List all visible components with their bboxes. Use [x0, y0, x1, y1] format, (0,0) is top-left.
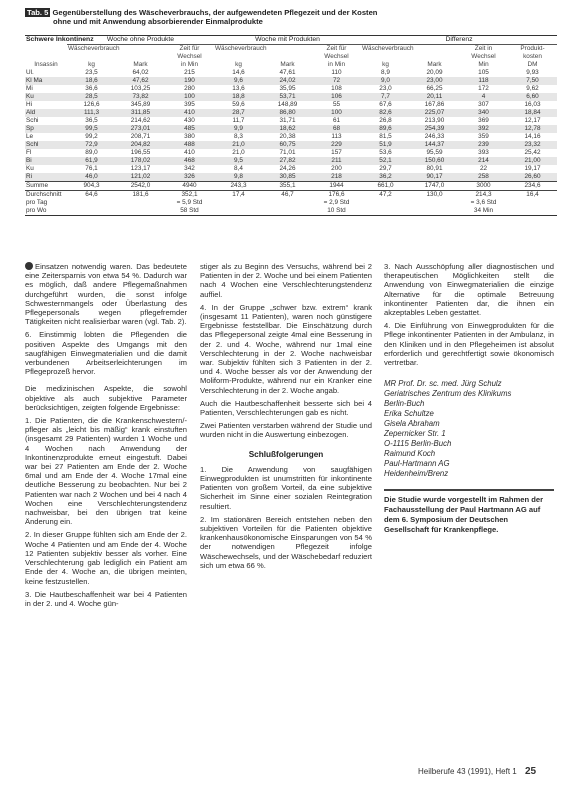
table-cell: 20,11 [410, 93, 459, 101]
table-cell: Durchschnitt [25, 191, 67, 200]
table-group-row [25, 36, 557, 45]
table-cell: 28,7 [214, 109, 263, 117]
table-cell: Ku [25, 93, 67, 101]
paragraph: 2. In dieser Gruppe fühlten sich am Ende der 2. Woche 4 Patienten und am Ende der 4. Woche 12 Patienten subjektiv besser als vorher. Eine Verschlechterung gab lediglich ein Patient am Ende der 4. Woche an, die übrigen meinten, keine festzustellen. [25, 530, 187, 586]
table-cell: 19,17 [524, 165, 541, 172]
table-cell: 23,00 [410, 77, 459, 85]
paragraph: 1. Die Patienten, die die Krankenschwestern/-pfleger als „leicht bis mäßig“ krank einstuften (insgesamt 29 Patienten) wurden 1 Woche und 4 Wochen nach Anwendung der Inkontinenzprodukte erneut eingestuft. Dabei war bei 27 Patienten am Ende der 2. Woche 6mal und am Ende der 4. Woche 17mal eine deutliche Besserung zu beobachten. Nur bei 2 Patienten war nach 2 Wochen und bei 4 nach 4 Wochen eine Verschlechterungstendenz nachweisbar, bei den übrigen trat keine Änderung ein. [25, 416, 187, 527]
table-cell: kosten [523, 53, 542, 60]
table-cell: Fl [26, 149, 32, 156]
table-cell: 395 [184, 101, 195, 108]
table-cell: 18,8 [214, 93, 263, 101]
table-cell: = 3,6 Std [470, 199, 497, 206]
table-cell: Mark [427, 61, 442, 68]
table-cell: 47,62 [116, 77, 165, 85]
table-cell: 31,71 [279, 117, 296, 124]
table-cell: 53,71 [263, 93, 312, 101]
table-cell: 126,6 [83, 101, 100, 108]
table-cell: 9,0 [361, 77, 410, 85]
table-cell: 47,2 [361, 191, 410, 200]
table-row [25, 101, 557, 109]
table-cell: 105 [478, 69, 489, 76]
table-cell: 229 [312, 141, 361, 149]
table-cell: 148,89 [277, 101, 298, 108]
table-row [25, 77, 557, 85]
caption-line-2: ohne und mit Anwendung absorbierender Einmalprodukte [53, 17, 263, 26]
table-cell: 121,02 [116, 173, 165, 182]
page-footer [418, 766, 553, 777]
author-line: Gisela Abraham [384, 419, 440, 429]
group-header: Differenz [361, 36, 557, 45]
table-cell: 23,5 [85, 69, 98, 76]
table-cell: 355,1 [263, 182, 312, 191]
table-cell: 218 [312, 173, 361, 182]
journal-reference: Heilberufe 43 (1991), Heft 1 [418, 767, 517, 776]
table-cell: 234,6 [508, 182, 557, 191]
table-cell: 307 [478, 101, 489, 108]
table-cell: 4 [459, 93, 508, 101]
table-cell: Ku [26, 165, 34, 172]
table-cell: kg [88, 61, 95, 68]
table-cell [67, 207, 116, 215]
table-row [25, 117, 557, 125]
table-cell: 410 [184, 149, 195, 156]
table-cell: 10 Std [327, 207, 346, 214]
table-cell: 225,07 [410, 109, 459, 117]
table-cell: Le [26, 133, 34, 140]
table-cell: Ul. [26, 69, 34, 76]
data-table [25, 35, 557, 216]
table-cell: 9,5 [214, 157, 263, 165]
table-cell: 9,62 [526, 85, 539, 92]
table-cell [508, 199, 557, 207]
table-cell: = 2,9 Std [323, 199, 350, 206]
paragraph: 6. Einstimmig lobten die Pflegenden die positiven Aspekte des Umgangs mit den saugfähigen Einwegmaterialien und die damit verbundenen Arbeitserleichterungen im Pflegeprozeß hervor. [25, 330, 187, 377]
table-cell: 36,6 [85, 85, 98, 92]
table-cell: 258 [459, 173, 508, 182]
table-cell: 16,4 [508, 191, 557, 200]
table-cell: 12,17 [524, 117, 541, 124]
table-cell: 21,0 [214, 141, 263, 149]
table-cell [25, 45, 67, 54]
table-cell: 392 [459, 125, 508, 133]
table-cell: 47,61 [279, 69, 296, 76]
table-cell [116, 207, 165, 215]
table-cell: 13,6 [232, 85, 245, 92]
table-cell: 239 [459, 141, 508, 149]
table-cell: 157 [331, 149, 342, 156]
table-cell: 904,3 [67, 182, 116, 191]
table-cell: 130,0 [410, 191, 459, 200]
table-cell: 214,3 [459, 191, 508, 200]
table-row [25, 149, 557, 157]
table-cell: 99,5 [67, 125, 116, 133]
table-cell: 9,6 [214, 77, 263, 85]
table-cell: 200 [331, 165, 342, 172]
table-cell: 7,50 [508, 77, 557, 85]
paragraph: 3. Nach Ausschöpfung aller diagnostischen und therapeutischen Möglichkeiten stellt die Anwendung von Einwegmaterialien die einzige Alternative für die optimale Betreuung inkontinenter Patienten dar, die ihnen ein akzeptables Leben gestattet. [384, 262, 554, 318]
table-cell: Wechsel [324, 53, 349, 60]
table-cell: 661,0 [361, 182, 410, 191]
table-cell: 110 [331, 69, 342, 76]
table-cell: 280 [184, 85, 195, 92]
group-label: Schwere Inkontinenz [26, 36, 94, 44]
table-cell: Bi [25, 157, 67, 165]
table-row [25, 69, 557, 77]
table-row [25, 173, 557, 182]
table-cell: 113 [331, 133, 342, 140]
table-cell: 73,82 [116, 93, 165, 101]
table-row [25, 85, 557, 93]
table-cell: 36,2 [361, 173, 410, 182]
table-cell: 86,80 [263, 109, 312, 117]
table-cell: 150,60 [410, 157, 459, 165]
table-cell: 18,6 [67, 77, 116, 85]
table-cell: Hi [26, 101, 33, 108]
table-cell: 326 [165, 173, 214, 182]
table-cell: 215 [184, 69, 195, 76]
text-column-3 [384, 262, 554, 535]
table-cell: 4940 [165, 182, 214, 191]
table-cell: Zeit für [179, 45, 200, 52]
table-cell: 178,02 [116, 157, 165, 165]
table-cell: 68 [312, 125, 361, 133]
table-cell: 213,90 [424, 117, 445, 124]
table-cell: 52,1 [361, 157, 410, 165]
table-cell: Mark [133, 61, 148, 68]
table-cell: 410 [165, 109, 214, 117]
table-cell: Mi [26, 85, 33, 92]
table-header-row [25, 45, 557, 54]
table-cell: 9,93 [526, 69, 539, 76]
table-cell: 14,16 [524, 133, 541, 140]
table-row [25, 157, 557, 165]
table-cell: 393 [478, 149, 489, 156]
table-cell: 67,6 [379, 101, 392, 108]
table-cell: 172 [478, 85, 489, 92]
table-cell: 111,3 [67, 109, 116, 117]
table-header-row [25, 53, 557, 61]
table-cell: Wäscheverbrauch [215, 45, 267, 52]
table-cell: 24,26 [279, 165, 296, 172]
table-cell: 8,9 [381, 69, 390, 76]
table-cell: 30,85 [263, 173, 312, 182]
table-cell: 18,62 [263, 125, 312, 133]
paragraph: Die medizinischen Aspekte, die sowohl objektive als auch subjektive Parameter berücksichtigen, zeigten folgende Ergebnisse: [25, 384, 187, 412]
table-cell: Ald [25, 109, 67, 117]
table-cell [214, 207, 263, 215]
author-line: Geriatrisches Zentrum des Klinikums [384, 389, 512, 399]
table-cell: 17,4 [214, 191, 263, 200]
table-cell: 64,02 [132, 69, 149, 76]
table-cell: 55 [332, 101, 341, 108]
table-row [25, 133, 557, 141]
table-cell: 25,42 [524, 149, 541, 156]
section-heading: Schlußfolgerungen [248, 449, 324, 459]
table-cell: 352,1 [165, 191, 214, 200]
table-cell: 2542,0 [116, 182, 165, 191]
table-cell: = 5,9 Std [176, 199, 203, 206]
table-cell [361, 53, 410, 61]
page-number: 25 [524, 766, 537, 777]
table-cell [116, 45, 165, 54]
table-cell: Wäscheverbrauch [362, 45, 414, 52]
author-list [384, 379, 554, 479]
table-cell: 80,91 [426, 165, 443, 172]
table-cell: Summe [25, 182, 67, 191]
table-cell: 21,0 [232, 149, 245, 156]
table-cell: Schl [25, 141, 67, 149]
table-cell: 53,6 [379, 149, 392, 156]
paragraph: 2. Im stationären Bereich entstehen neben den subjektiven Vorteilen für die Patienten objektive krankenhausökonomische Einsparungen von 54 % der notwendigen Pflegezeit infolge Wäschewechsels, und der Wäschebedarf reduziert sich um etwa 66 %. [200, 514, 372, 570]
table-cell: 246,33 [424, 133, 445, 140]
table-cell: 64,6 [67, 191, 116, 200]
table-cell [214, 199, 263, 207]
table-cell: 181,6 [116, 191, 165, 200]
table-cell: in Min [327, 61, 346, 68]
table-average-row [25, 207, 557, 215]
table-cell: 211 [312, 157, 361, 165]
table-cell: Wechsel [471, 53, 496, 60]
author-line: Paul-Hartmann AG [384, 459, 450, 469]
table-cell: 60,75 [263, 141, 312, 149]
table-cell: 9,8 [214, 173, 263, 182]
table-row [25, 165, 557, 173]
author-line: MR Prof. Dr. sc. med. Jürg Schulz [384, 379, 502, 389]
table-cell: 369 [478, 117, 489, 124]
table-cell: 190 [165, 77, 214, 85]
table-cell: kg [382, 61, 389, 68]
table-average-row [25, 191, 557, 200]
table-cell: pro Tag [26, 199, 48, 206]
table-cell: 9,9 [214, 125, 263, 133]
table-cell: 196,55 [130, 149, 151, 156]
caption-line-1: Gegenüberstellung des Wäscheverbrauchs, der aufgewendeten Pflegezeit und der Kosten [52, 8, 378, 17]
table-cell [116, 53, 165, 61]
table-cell: 26,60 [508, 173, 557, 182]
table-cell: 95,59 [426, 149, 443, 156]
author-line: Berlin-Buch [384, 399, 425, 409]
table-cell: 76,1 [85, 165, 98, 172]
table-cell: Kl Ma [25, 77, 67, 85]
table-cell [116, 199, 165, 207]
table-cell [67, 199, 116, 207]
table-average-row [25, 199, 557, 207]
table-sum-row [25, 182, 557, 191]
table-cell: 243,3 [214, 182, 263, 191]
table-cell: 488 [165, 141, 214, 149]
table-cell: 430 [184, 117, 195, 124]
paragraph: Zwei Patienten verstarben während der Studie und wurden nicht in die Auswertung einbezogen. [200, 421, 372, 440]
group-header: Woche mit Produkten [214, 36, 361, 45]
table-cell: 26,8 [379, 117, 392, 124]
table-cell: 29,7 [379, 165, 392, 172]
table-cell: 34 Min [473, 207, 494, 214]
table-cell: 46,7 [263, 191, 312, 200]
paragraph-text: Einsatzen notwendig waren. Das bedeutete eine Zeitersparnis von etwa 54 %. Dadurch war es möglich, daß andere Pflegemaßnahmen durchgeführt wurden, die sonst infolge Schwesternmangels oder Überlastung des Pflegepersonals wegen pflegefremder Tätigkeiten nicht realisierbar waren (vgl. Tab. 2). [25, 262, 187, 327]
table-cell: 345,89 [130, 101, 151, 108]
table-cell: 100 [165, 93, 214, 101]
table-cell: 24,02 [263, 77, 312, 85]
table-cell: pro Wo [26, 207, 47, 214]
table-caption [25, 8, 545, 26]
table-cell: 90,17 [410, 173, 459, 182]
table-cell: 18,84 [508, 109, 557, 117]
author-line: Zepernicker Str. 1 [384, 429, 446, 439]
table-cell: 311,85 [116, 109, 165, 117]
table-cell: in Min [180, 61, 199, 68]
table-cell: 61,9 [67, 157, 116, 165]
table-cell: 20,38 [279, 133, 296, 140]
table-cell: Min [478, 61, 489, 68]
table-cell [263, 53, 312, 61]
text-column-1 [25, 262, 187, 612]
table-cell [263, 199, 312, 207]
table-cell [410, 207, 459, 215]
author-line: Heidenheim/Brenz [384, 469, 449, 479]
table-cell: 35,95 [279, 85, 296, 92]
bullet-icon [25, 262, 33, 270]
table-label: Tab. 5 [27, 8, 49, 17]
table-cell: Ri [25, 173, 67, 182]
table-cell: 61 [332, 117, 341, 124]
table-cell [25, 53, 67, 61]
table-cell [361, 199, 410, 207]
table-cell: 468 [165, 157, 214, 165]
paragraph: 4. In der Gruppe „schwer bzw. extrem“ krank (insgesamt 11 Patienten), waren noch günstigere Ergebnisse feststellbar. Die Einschätzung durch das Pflegepersonal zeigte 4mal eine Besserung in der 2. und 4. Woche, während nur 1mal eine Verschlechterung in der 2. Woche nachweisbar war. Subjektiv fühlten sich 3 Patienten in der 2. und 4. Woche besser als vor der Anwendung der Moliform-Produkte, während nur ein Kranker eine Verschlechterung in der 2. Woche angab. [200, 302, 372, 395]
text-column-2 [200, 262, 372, 574]
table-cell: 7,7 [361, 93, 410, 101]
table-cell: 118 [459, 77, 508, 85]
table-cell: Zeit in [474, 45, 493, 52]
table-cell: 66,25 [426, 85, 443, 92]
paragraph: 1. Die Anwendung von saugfähigen Einwegprodukten ist unumstritten für inkontinente Patienten von großem Vorteil, da eine subjektive Sicherheit im Sinne einer sozialen Reintegration resultiert. [200, 464, 372, 511]
table-cell: 21,00 [508, 157, 557, 165]
table-cell: DM [527, 61, 538, 68]
table-cell: 99,2 [85, 133, 98, 140]
group-header: Woche ohne Produkte [67, 36, 214, 45]
table-cell: 273,01 [116, 125, 165, 133]
table-cell: 23,32 [508, 141, 557, 149]
table-cell: 6,60 [508, 93, 557, 101]
table-cell: 254,39 [410, 125, 459, 133]
table-cell: 176,6 [312, 191, 361, 200]
author-line: O-1115 Berlin-Buch [384, 439, 452, 449]
table-cell: 20,09 [426, 69, 443, 76]
table-cell: 214,62 [130, 117, 151, 124]
table-cell: 208,71 [130, 133, 151, 140]
table-cell: 28,5 [67, 93, 116, 101]
table-cell: 58 Std [180, 207, 199, 214]
table-cell: 342 [184, 165, 195, 172]
table-cell: 59,6 [232, 101, 245, 108]
table-cell: 89,6 [361, 125, 410, 133]
table-cell: 8,3 [234, 133, 243, 140]
table-cell: 1747,0 [410, 182, 459, 191]
paragraph: Auch die Hautbeschaffenheit besserte sich bei 4 Patienten, Verschlechterungen gab es nicht. [200, 398, 372, 418]
table-cell: 3000 [459, 182, 508, 191]
table-row [25, 93, 557, 101]
table-cell: 81,5 [379, 133, 392, 140]
table-cell: 89,0 [85, 149, 98, 156]
paragraph [25, 262, 187, 326]
table-cell: kg [235, 61, 242, 68]
table-cell: 72 [312, 77, 361, 85]
table-cell: 485 [165, 125, 214, 133]
table-cell [263, 45, 312, 54]
table-cell [410, 53, 459, 61]
table-cell: 123,17 [130, 165, 151, 172]
table-cell: 167,86 [424, 101, 445, 108]
table-cell [67, 53, 116, 61]
table-cell: Wäscheverbrauch [68, 45, 120, 52]
paragraph: 3. Die Hautbeschaffenheit war bei 4 Patienten in der 2. und 4. Woche gün- [25, 589, 187, 608]
table-cell: 27,82 [263, 157, 312, 165]
table-cell: 71,01 [279, 149, 296, 156]
paragraph: stiger als zu Beginn des Versuchs, während bei 2 Patienten in der 2. Woche und bei einem Patienten nach 4 Wochen eine Verschlechterungstendenz auffiel. [200, 262, 372, 299]
table-cell [410, 45, 459, 54]
table-cell: Sp [25, 125, 67, 133]
table-cell: Insassin [34, 61, 58, 68]
table-cell: 103,25 [130, 85, 151, 92]
table-row [25, 125, 557, 133]
table-cell: 108 [331, 85, 342, 92]
table-cell: 359 [478, 133, 489, 140]
table-cell: 23,0 [379, 85, 392, 92]
table-cell: 72,9 [67, 141, 116, 149]
table-row [25, 141, 557, 149]
table-cell: Wechsel [177, 53, 202, 60]
table-row [25, 109, 557, 117]
table-cell: 12,78 [508, 125, 557, 133]
table-cell: 51,9 [361, 141, 410, 149]
table-cell: 36,5 [85, 117, 98, 124]
table-cell: 204,82 [116, 141, 165, 149]
table-cell: 22 [479, 165, 488, 172]
table-cell: 46,0 [67, 173, 116, 182]
table-cell: 100 [312, 109, 361, 117]
table-cell [361, 207, 410, 215]
table-cell: 214 [459, 157, 508, 165]
table-header-row [25, 61, 557, 69]
table-body [25, 36, 557, 215]
table-cell [214, 53, 263, 61]
table-cell: 82,6 [361, 109, 410, 117]
table-cell: Zeit für [326, 45, 347, 52]
table-cell: 340 [459, 109, 508, 117]
table-cell: 380 [184, 133, 195, 140]
symposium-note: Die Studie wurde vorgestellt im Rahmen der Fachausstellung der Paul Hartmann AG auf dem 6. Symposium der Deutschen Gesellschaft für Krankenpflege. [384, 489, 554, 535]
table-cell: Produkt- [520, 45, 545, 52]
author-line: Erika Schultze [384, 409, 434, 419]
table-cell: 16,03 [524, 101, 541, 108]
table-cell: 144,37 [410, 141, 459, 149]
table-cell [508, 207, 557, 215]
author-line: Raimund Koch [384, 449, 436, 459]
paragraph: 4. Die Einführung von Einwegprodukten für die Pflege inkontinenter Patienten in der Ambulanz, in den Kliniken und in den Pflegeheimen ist absolut erforderlich und gerechtfertigt sowie ökonomisch vertretbar. [384, 321, 554, 368]
table-cell: Schi [26, 117, 39, 124]
table-cell: Mark [280, 61, 295, 68]
table-cell: 14,6 [232, 69, 245, 76]
table-cell: 1944 [312, 182, 361, 191]
table-cell [263, 207, 312, 215]
table-cell: 106 [312, 93, 361, 101]
table-cell: 11,7 [232, 117, 245, 124]
table-cell: 8,4 [234, 165, 243, 172]
table-cell [410, 199, 459, 207]
